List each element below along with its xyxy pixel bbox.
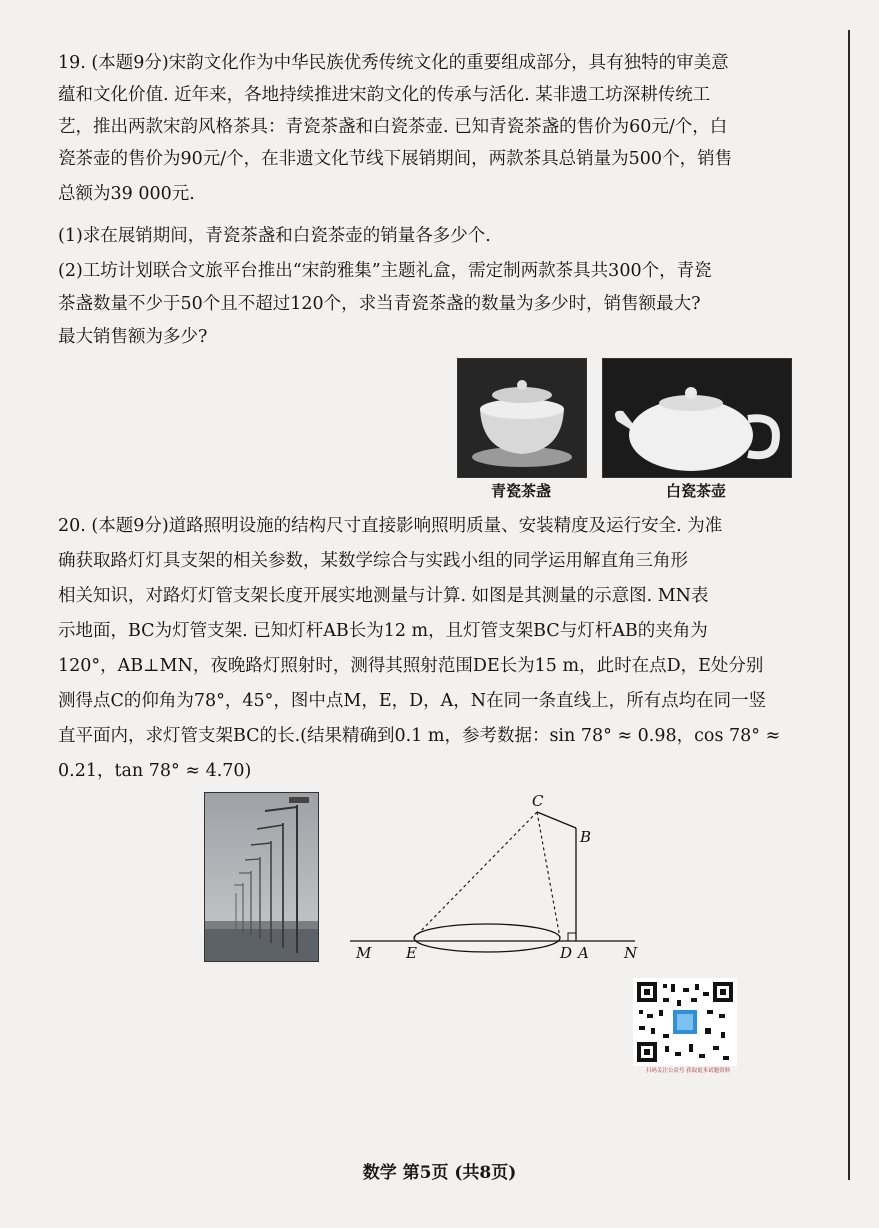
caption-celadon-teacup: 青瓷茶盏 xyxy=(490,482,551,500)
q19-line: 总额为39 000元. xyxy=(58,184,195,204)
label-m: M xyxy=(356,944,372,962)
q19-part-1: (1)求在展销期间，青瓷茶盏和白瓷茶壶的销量各多少个. xyxy=(58,226,491,246)
q19-part-2: (2)工坊计划联合文旅平台推出“宋韵雅集”主题礼盒，需定制两款茶具共300个，青瓷 xyxy=(58,261,712,281)
q19-line: 瓷茶壶的售价为90元/个，在非遗文化节线下展销期间，两款茶具总销量为500个，销售 xyxy=(58,149,733,169)
qr-caption: 扫码关注公众号 获取更多试题资料 xyxy=(645,1068,731,1074)
label-b: B xyxy=(580,828,592,846)
measurement-diagram xyxy=(340,790,650,970)
illumination-ellipse xyxy=(414,924,560,952)
label-c: C xyxy=(532,792,544,810)
caption-white-teapot: 白瓷茶壶 xyxy=(665,482,726,500)
q19-line: 最大销售额为多少? xyxy=(58,327,208,347)
q19-line: 19. (本题9分)宋韵文化作为中华民族优秀传统文化的重要组成部分，具有独特的审美意 xyxy=(58,53,729,73)
q20-line: 直平面内，求灯管支架BC的长.(结果精确到0.1 m，参考数据：sin 78° ≈ 0.98，cos 78° ≈ xyxy=(58,726,781,746)
ray-ce xyxy=(414,812,537,938)
bracket-bc xyxy=(537,812,576,828)
q20-line: 确获取路灯灯具支架的相关参数，某数学综合与实践小组的同学运用解直角三角形 xyxy=(58,551,688,571)
q20-line: 相关知识，对路灯灯管支架长度开展实地测量与计算. 如图是其测量的示意图. MN表 xyxy=(58,586,709,606)
q19-line: 艺，推出两款宋韵风格茶具：青瓷茶盏和白瓷茶壶. 已知青瓷茶盏的售价为60元/个，白 xyxy=(58,117,728,137)
q20-line: 0.21，tan 78° ≈ 4.70) xyxy=(58,761,252,781)
q20-line: 测得点C的仰角为78°，45°，图中点M，E，D，A，N在同一条直线上，所有点均在同一竖 xyxy=(58,691,767,711)
street-lamp-image xyxy=(204,792,319,962)
label-e: E xyxy=(406,944,417,962)
right-angle-mark xyxy=(568,933,576,941)
q20-line: 示地面，BC为灯管支架. 已知灯杆AB长为12 m，且灯管支架BC与灯杆AB的夹角为 xyxy=(58,621,708,641)
label-n: N xyxy=(624,944,638,962)
qr-code xyxy=(633,978,737,1066)
q19-line: 茶盏数量不少于50个且不超过120个，求当青瓷茶盏的数量为多少时，销售额最大? xyxy=(58,294,701,314)
white-teapot-image xyxy=(602,358,792,478)
page-margin-rule xyxy=(848,30,850,1180)
celadon-teacup-image xyxy=(457,358,587,478)
q20-line: 120°，AB⊥MN，夜晚路灯照射时，测得其照射范围DE长为15 m，此时在点D，E处分别 xyxy=(58,656,764,676)
label-a: A xyxy=(578,944,589,962)
page-footer: 数学 第5页 (共8页) xyxy=(362,1163,517,1183)
q20-line: 20. (本题9分)道路照明设施的结构尺寸直接影响照明质量、安装精度及运行安全. 为准 xyxy=(58,516,723,536)
ray-cd xyxy=(537,812,560,938)
q19-line: 蕴和文化价值. 近年来，各地持续推进宋韵文化的传承与活化. 某非遗工坊深耕传统工 xyxy=(58,85,711,105)
label-d: D xyxy=(560,944,573,962)
